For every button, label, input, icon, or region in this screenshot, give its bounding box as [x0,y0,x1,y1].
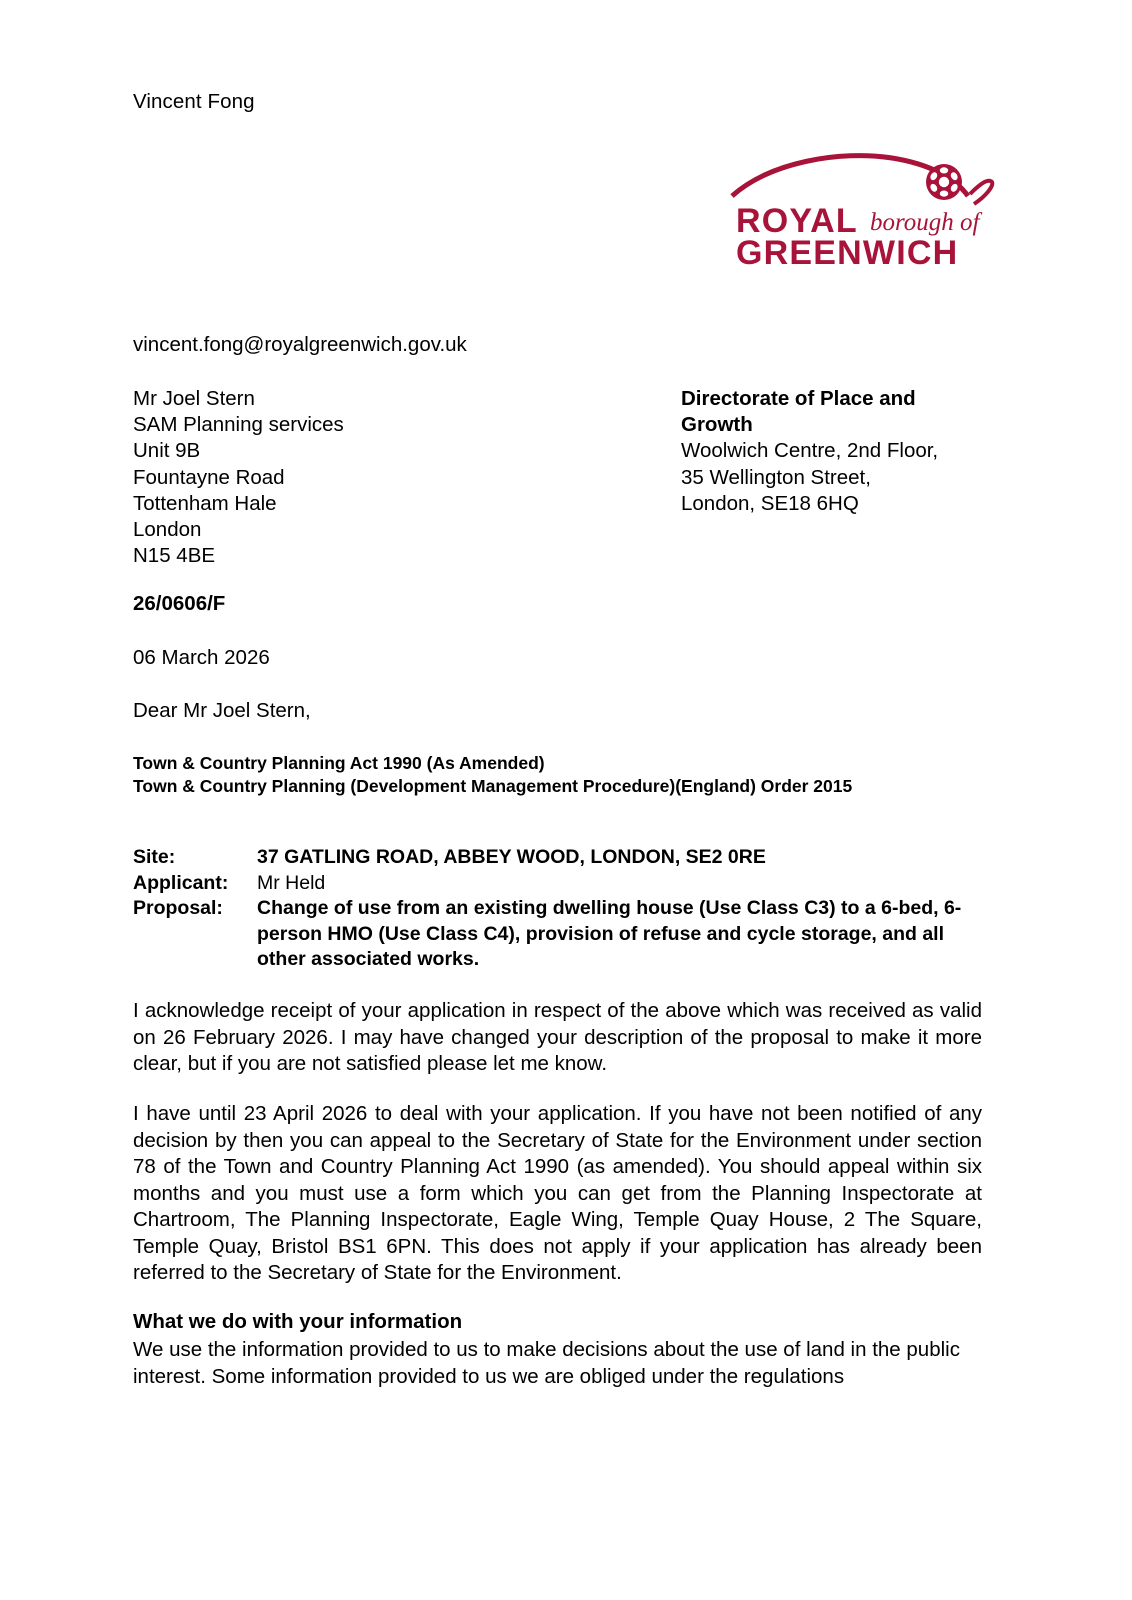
salutation: Dear Mr Joel Stern, [133,699,311,722]
applicant-value: Mr Held [257,871,326,894]
application-reference: 26/0606/F [133,592,226,615]
paragraph-appeal: I have until 23 April 2026 to deal with your application. If you have not been notified of any decision by then you can appeal to the Secretary of State for the Environment under section 78 of the Town and Country Planning Act 1990 (as amended). You should appeal within six months and you must use a form which you can get from the Planning Inspectorate at Chartroom, The Planning Inspectorate, Eagle Wing, Temple Quay House, 2 The Square, Temple Quay, Bristol BS1 6PN. This does not apply if your application has already been referred to the Secretary of State for the Environment. [133,1102,982,1284]
department-address-line: 35 Wellington Street, [681,465,871,489]
paragraph-acknowledgement: I acknowledge receipt of your application in respect of the above which was received as valid on 26 February 2026. I may have changed your description of the proposal to make it more clear, but if you are not satisfied please let me know. [133,999,982,1075]
recipient-line: SAM Planning services [133,413,344,437]
department-address-line: London, SE18 6HQ [681,491,859,515]
svg-text:borough of: borough of [870,209,980,236]
proposal-label: Proposal: [133,897,223,919]
department-address-line: Woolwich Centre, 2nd Floor, [681,439,939,463]
recipient-line: Mr Joel Stern [133,387,255,410]
applicant-label: Applicant: [133,871,229,894]
site-label: Site: [133,846,176,868]
recipient-line: N15 4BE [133,544,216,568]
department-address [681,386,1001,517]
paragraph-information: We use the information provided to us to make decisions about the use of land in the public interest. Some information provided to us we are obliged under the regulations [133,1338,960,1388]
department-title-line1: Directorate of Place and [681,387,916,410]
svg-text:ROYAL: ROYAL [736,202,858,240]
department-title-line2: Growth [681,413,753,437]
site-value: 37 GATLING ROAD, ABBEY WOOD, LONDON, SE2 0RE [257,846,766,868]
act-line: Town & Country Planning Act 1990 (As Amended) [133,753,545,773]
sender-name: Vincent Fong [133,90,255,113]
letter-date: 06 March 2026 [133,646,270,669]
sender-email: vincent.fong@royalgreenwich.gov.uk [133,333,467,356]
legislation-references [133,752,852,797]
detail-row-site [133,845,985,871]
application-details [133,845,985,973]
svg-text:GREENWICH: GREENWICH [736,234,959,268]
recipient-line: Tottenham Hale [133,491,277,515]
act-line: Town & Country Planning (Development Management Procedure)(England) Order 2015 [133,775,853,796]
proposal-value: Change of use from an existing dwelling house (Use Class C3) to a 6-bed, 6-person HMO (Use Class C4), provision of refuse and cycle storage, and all other associated works. [257,897,962,970]
royal-greenwich-logo [730,148,995,268]
detail-row-applicant [133,871,985,897]
recipient-address [133,386,344,569]
recipient-line: Fountayne Road [133,465,285,489]
recipient-line: Unit 9B [133,439,201,463]
recipient-line: London [133,518,202,542]
detail-row-proposal [133,896,985,973]
information-heading: What we do with your information [133,1310,463,1333]
